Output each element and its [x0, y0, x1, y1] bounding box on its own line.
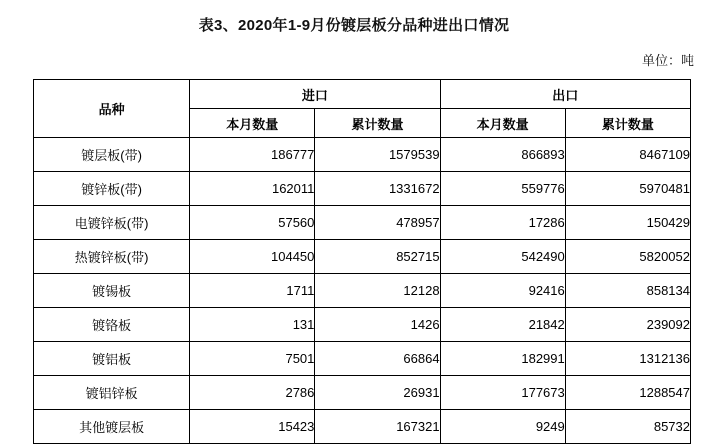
table-row — [34, 342, 691, 376]
header-export-cumulative: 累计数量 — [565, 109, 690, 138]
row-export-month: 17286 — [440, 206, 565, 240]
row-export-month: 182991 — [440, 342, 565, 376]
row-variety: 电镀锌板(带) — [34, 206, 190, 240]
row-export-cumulative: 858134 — [565, 274, 690, 308]
row-import-cumulative: 1426 — [315, 308, 440, 342]
row-import-cumulative: 26931 — [315, 376, 440, 410]
header-group-import: 进口 — [190, 80, 440, 109]
row-export-month: 9249 — [440, 410, 565, 444]
row-export-cumulative: 239092 — [565, 308, 690, 342]
row-import-month: 131 — [190, 308, 315, 342]
table-row — [34, 240, 691, 274]
table-header-row-groups — [34, 80, 691, 109]
row-import-month: 7501 — [190, 342, 315, 376]
table-row — [34, 376, 691, 410]
header-export-month: 本月数量 — [440, 109, 565, 138]
row-import-cumulative: 167321 — [315, 410, 440, 444]
table-row — [34, 138, 691, 172]
table-row — [34, 410, 691, 444]
row-export-month: 559776 — [440, 172, 565, 206]
table-row — [34, 308, 691, 342]
row-export-month: 177673 — [440, 376, 565, 410]
row-export-month: 92416 — [440, 274, 565, 308]
row-import-cumulative: 1331672 — [315, 172, 440, 206]
row-export-cumulative: 1288547 — [565, 376, 690, 410]
header-group-export: 出口 — [440, 80, 690, 109]
row-export-month: 21842 — [440, 308, 565, 342]
row-export-cumulative: 5970481 — [565, 172, 690, 206]
table-row — [34, 206, 691, 240]
row-export-cumulative: 8467109 — [565, 138, 690, 172]
row-import-month: 2786 — [190, 376, 315, 410]
row-import-cumulative: 12128 — [315, 274, 440, 308]
table-row — [34, 172, 691, 206]
row-import-cumulative: 1579539 — [315, 138, 440, 172]
import-export-table — [33, 79, 691, 444]
table-row — [34, 274, 691, 308]
row-export-month: 542490 — [440, 240, 565, 274]
row-variety: 镀铬板 — [34, 308, 190, 342]
header-import-cumulative: 累计数量 — [315, 109, 440, 138]
row-import-month: 186777 — [190, 138, 315, 172]
header-import-month: 本月数量 — [190, 109, 315, 138]
row-import-month: 104450 — [190, 240, 315, 274]
row-variety: 热镀锌板(带) — [34, 240, 190, 274]
row-export-cumulative: 150429 — [565, 206, 690, 240]
row-variety: 其他镀层板 — [34, 410, 190, 444]
row-variety: 镀锡板 — [34, 274, 190, 308]
row-import-month: 162011 — [190, 172, 315, 206]
row-variety: 镀层板(带) — [34, 138, 190, 172]
row-export-cumulative: 5820052 — [565, 240, 690, 274]
page-title: 表3、2020年1-9月份镀层板分品种进出口情况 — [198, 17, 510, 34]
row-variety: 镀锌板(带) — [34, 172, 190, 206]
header-variety: 品种 — [34, 80, 190, 138]
row-import-cumulative: 852715 — [315, 240, 440, 274]
row-export-cumulative: 1312136 — [565, 342, 690, 376]
row-variety: 镀铝锌板 — [34, 376, 190, 410]
row-import-month: 15423 — [190, 410, 315, 444]
row-import-cumulative: 66864 — [315, 342, 440, 376]
unit-label: 单位：吨 — [641, 53, 694, 68]
row-export-cumulative: 85732 — [565, 410, 690, 444]
row-import-month: 1711 — [190, 274, 315, 308]
row-import-cumulative: 478957 — [315, 206, 440, 240]
row-variety: 镀铝板 — [34, 342, 190, 376]
row-import-month: 57560 — [190, 206, 315, 240]
row-export-month: 866893 — [440, 138, 565, 172]
